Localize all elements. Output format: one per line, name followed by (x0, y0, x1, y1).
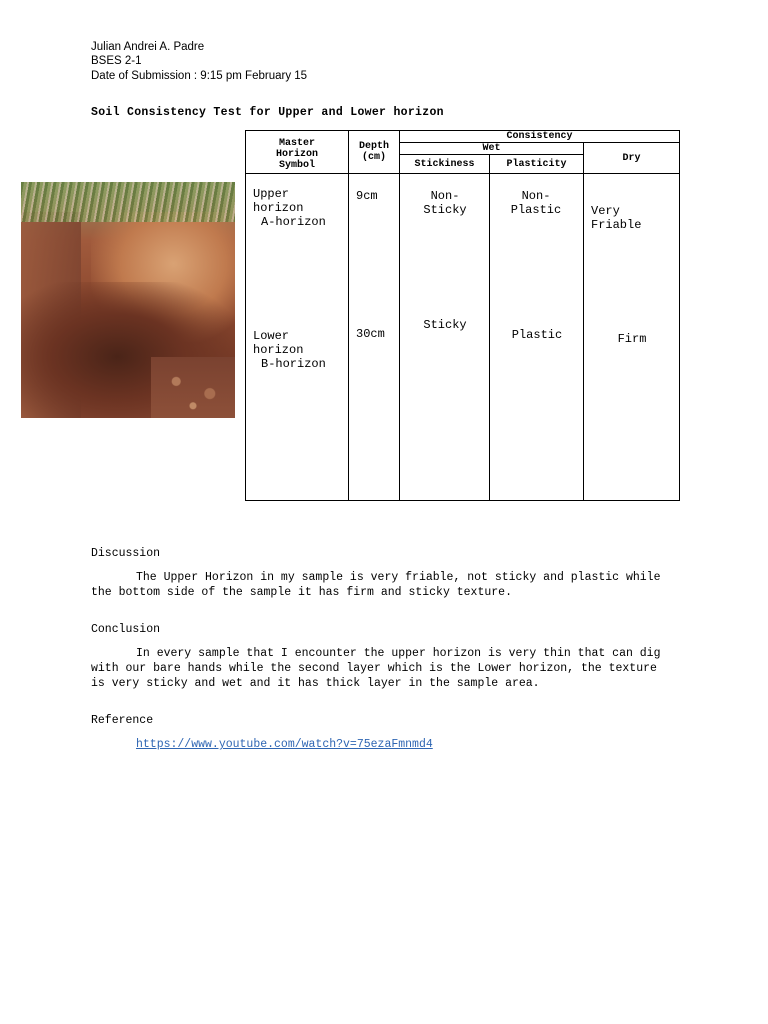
depth-value: 30cm (356, 327, 385, 341)
depth-cell (349, 174, 400, 501)
header-plasticity: Plasticity (490, 155, 584, 174)
reference-label: Reference (91, 714, 154, 727)
soil-profile-photo (21, 182, 235, 418)
stickiness-cell (400, 174, 490, 501)
header-dry: Dry (584, 143, 680, 174)
header-stickiness: Stickiness (400, 155, 490, 174)
horizon-name: Upper horizon A-horizon (253, 187, 326, 229)
conclusion-text: In every sample that I encounter the upper horizon is very thin that can dig with our bare hands while the second layer which is the Lower horizon, the texture is very sticky and wet and it has thick layer in the sample area. (91, 647, 661, 690)
header-consistency: Consistency (400, 131, 680, 143)
course-section: BSES 2-1 (91, 55, 142, 67)
plasticity-value: Plastic (511, 328, 563, 342)
document-title: Soil Consistency Test for Upper and Lower horizon (91, 106, 444, 119)
plasticity-value: Non-Plastic (510, 189, 562, 217)
submission-date: Date of Submission : 9:15 pm February 15 (91, 70, 308, 82)
reference-link[interactable]: https://www.youtube.com/watch?v=75ezaFmnmd4 (136, 738, 433, 751)
depth-value: 9cm (356, 189, 378, 203)
header-depth: Depth (cm) (349, 131, 400, 174)
horizon-name: Lower horizon B-horizon (253, 329, 326, 371)
conclusion-label: Conclusion (91, 623, 161, 636)
stickiness-value: Non-Sticky (423, 189, 467, 217)
discussion-text: The Upper Horizon in my sample is very friable, not sticky and plastic while the bottom side of the sample it has firm and sticky texture. (91, 571, 661, 599)
horizon-cell (246, 174, 349, 501)
discussion-label: Discussion (91, 547, 161, 560)
header-wet: Wet (400, 143, 584, 155)
header-master-horizon: Master Horizon Symbol (246, 131, 349, 174)
dry-cell (584, 174, 680, 501)
stickiness-value: Sticky (423, 318, 467, 332)
dry-value: Firm (617, 332, 647, 346)
author-name: Julian Andrei A. Padre (91, 41, 205, 53)
soil-consistency-table (245, 130, 680, 501)
plasticity-cell (490, 174, 584, 501)
dry-value: Very Friable (591, 204, 642, 232)
